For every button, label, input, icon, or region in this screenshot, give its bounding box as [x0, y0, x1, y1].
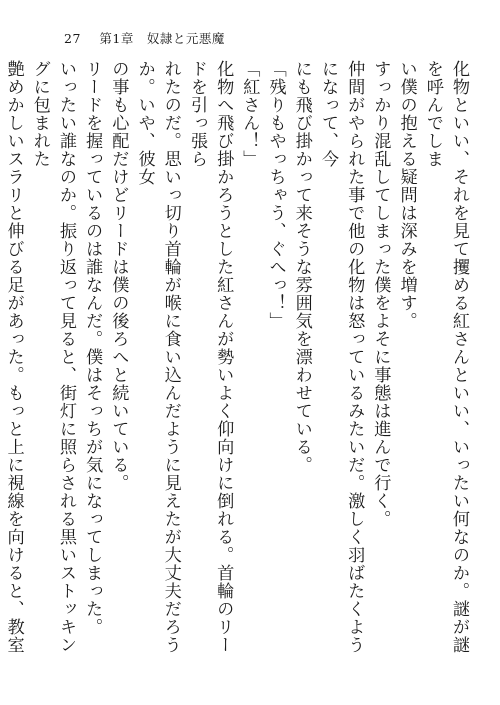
text-line: い僕の抱える疑問は深みを増す。 [396, 60, 417, 330]
text-line: いったい誰なのか。振り返って見ると、街灯に照らされる黒いストッキングに包まれた [29, 60, 76, 654]
chapter-title: 第1章 奴隷と元悪魔 [99, 31, 225, 46]
text-line: 「残りもやっちゃう、ぐへっ！」 [265, 60, 286, 330]
text-line: 化物といい、それを見て攫める紅さんといい、いったい何なのか。謎が謎を呼んでしま [422, 60, 469, 654]
text-line: 「紅さん！」 [239, 60, 260, 168]
text-line: れたのだ。思いっ切り首輪が喉に食い込んだように見えたが大丈夫だろうか。いや、彼女 [134, 60, 181, 654]
page-number: 27 [64, 31, 81, 46]
text-line: 艶めかしいスラリと伸びる足があった。もっと上に視線を向けると、教室 [3, 60, 24, 654]
text-line: にも飛び掛かって来そうな雰囲気を漂わせている。 [291, 60, 312, 474]
body-text [3, 60, 472, 660]
page-header [64, 29, 225, 47]
text-line: 仲間がやられた事で他の化物は怒っているみたいだ。激しく羽ばたくようになって、今 [317, 60, 365, 654]
text-line: 化物へ飛び掛かろうとした紅さんが勢いよく仰向けに倒れる。首輪のリードを引っ張ら [186, 60, 234, 654]
text-line: すっかり混乱してしまった僕をよそに事態は進んで行く。 [370, 60, 391, 528]
text-line: リードを握っているのは誰なんだ。僕はそっちが気になってしまった。 [82, 60, 103, 636]
text-line: の事も心配だけどリードは僕の後ろへと続いている。 [108, 60, 129, 492]
